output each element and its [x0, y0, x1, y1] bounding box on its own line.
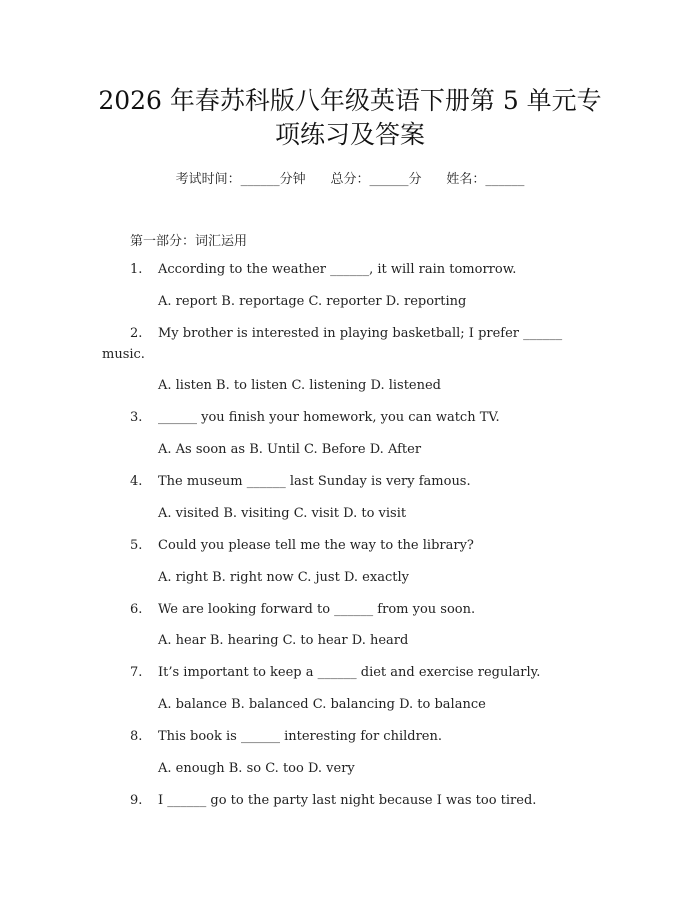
question-number: 1.	[130, 262, 143, 277]
question-options: A. As soon as B. Until C. Before D. After	[158, 442, 422, 457]
question-text-continuation: music.	[102, 347, 145, 362]
question-options: A. balance B. balanced C. balancing D. to balance	[158, 697, 486, 712]
question-text: We are looking forward to ______ from you soon.	[158, 602, 476, 617]
question-options: A. listen B. to listen C. listening D. listened	[158, 378, 441, 393]
question-number: 9.	[130, 793, 143, 808]
question-number: 4.	[130, 474, 143, 489]
score-blank: ______	[369, 172, 409, 187]
name-blank: ______	[485, 172, 525, 187]
question-text: This book is ______ interesting for children.	[158, 729, 443, 744]
question-text: The museum ______ last Sunday is very famous.	[158, 474, 471, 489]
question-text: According to the weather ______, it will rain tomorrow.	[158, 262, 517, 277]
time-label: 考试时间：	[175, 172, 241, 187]
document-title-line-1: 2026 年春苏科版八年级英语下册第 5 单元专	[98, 86, 602, 115]
question-number: 6.	[130, 602, 143, 617]
question-number: 2.	[130, 326, 143, 341]
question-number: 5.	[130, 538, 143, 553]
question-number: 8.	[130, 729, 143, 744]
exam-meta	[0, 168, 700, 187]
question-options: A. enough B. so C. too D. very	[158, 761, 355, 776]
question-text: My brother is interested in playing basketball; I prefer ______	[158, 326, 563, 341]
question-number: 3.	[130, 410, 143, 425]
name-label: 姓名：	[446, 172, 486, 187]
question-text: It’s important to keep a ______ diet and exercise regularly.	[158, 665, 541, 680]
question-text: I ______ go to the party last night because I was too tired.	[158, 793, 537, 808]
question-text: ______ you finish your homework, you can watch TV.	[158, 410, 500, 425]
time-blank: ______	[240, 172, 280, 187]
question-options: A. visited B. visiting C. visit D. to visit	[158, 506, 407, 521]
score-label: 总分：	[330, 172, 370, 187]
question-options: A. report B. reportage C. reporter D. reporting	[158, 294, 467, 309]
question-options: A. hear B. hearing C. to hear D. heard	[158, 633, 409, 648]
section-title: 第一部分：词汇运用	[130, 234, 248, 249]
document-title-line-2: 项练习及答案	[274, 120, 425, 149]
time-unit: 分钟	[279, 172, 306, 187]
question-text: Could you please tell me the way to the library?	[158, 538, 474, 553]
question-number: 7.	[130, 665, 143, 680]
question-options: A. right B. right now C. just D. exactly	[158, 570, 409, 585]
score-unit: 分	[408, 172, 422, 187]
